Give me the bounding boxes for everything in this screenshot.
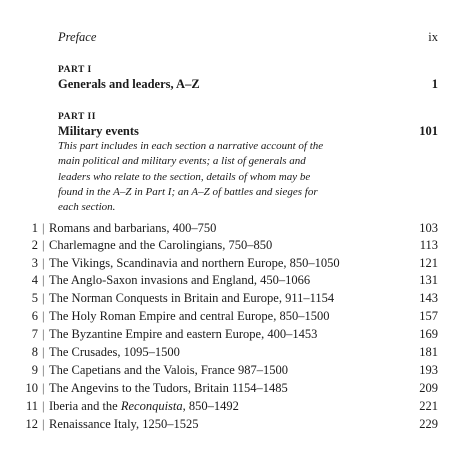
chapter-number: 4	[31, 273, 38, 287]
note-line: each section.	[58, 201, 116, 214]
chapter-page: 103	[419, 221, 438, 235]
chapter-number: 7	[31, 327, 38, 341]
chapter-number: 8	[31, 345, 38, 359]
note-line: main political and military events; a list of generals and	[58, 155, 306, 168]
chapter-title: The Holy Roman Empire and central Europe, 850–1500	[49, 309, 330, 323]
note-line: This part includes in each section a narrative account of the	[58, 140, 324, 152]
chapter-page: 113	[419, 238, 438, 252]
note-line: leaders who relate to the section, details of whom may be	[58, 170, 311, 183]
part1-page: 1	[431, 77, 438, 91]
chapter-number: 9	[31, 363, 38, 377]
preface-page: ix	[428, 30, 438, 44]
chapter-title-emphasis: Reconquista	[120, 399, 183, 413]
chapter-number: 1	[31, 221, 38, 235]
chapter-number: 11	[25, 399, 38, 413]
chapter-number: 5	[31, 291, 38, 305]
chapter-title-part: , 850–1492	[182, 399, 239, 413]
separator: |	[42, 345, 45, 359]
chapter-title: Romans and barbarians, 400–750	[49, 221, 217, 235]
part1-label: PART I	[58, 65, 92, 75]
chapter-title: The Capetians and the Valois, France 987–1500	[49, 363, 288, 377]
separator: |	[42, 327, 45, 341]
chapter-page: 229	[419, 417, 438, 431]
part2-page: 101	[419, 124, 438, 138]
part2-title: Military events	[58, 124, 139, 138]
chapter-page: 169	[419, 327, 438, 341]
chapter-number: 10	[25, 381, 38, 395]
chapter-page: 181	[419, 345, 438, 359]
separator: |	[42, 273, 45, 287]
part1-title: Generals and leaders, A–Z	[58, 77, 200, 91]
chapter-title: The Crusades, 1095–1500	[49, 345, 180, 359]
separator: |	[42, 381, 45, 395]
chapter-number: 12	[25, 417, 38, 431]
separator: |	[42, 221, 45, 235]
chapter-title	[49, 399, 239, 414]
chapter-title: The Angevins to the Tudors, Britain 1154–1485	[49, 381, 288, 395]
separator: |	[42, 363, 45, 377]
chapter-page: 143	[419, 291, 438, 305]
chapter-number: 6	[31, 309, 38, 323]
chapter-page: 121	[419, 256, 438, 270]
part2-label: PART II	[58, 112, 96, 122]
chapter-number: 3	[31, 256, 38, 270]
chapter-page: 209	[419, 381, 438, 395]
separator: |	[42, 238, 45, 252]
chapter-title: The Vikings, Scandinavia and northern Europe, 850–1050	[49, 256, 340, 270]
note-line: found in the A–Z in Part I; an A–Z of battles and sieges for	[58, 185, 318, 198]
separator: |	[42, 256, 45, 270]
chapter-title: The Anglo-Saxon invasions and England, 450–1066	[49, 273, 311, 287]
separator: |	[42, 309, 45, 323]
chapter-title: The Byzantine Empire and eastern Europe, 400–1453	[49, 327, 318, 341]
chapter-number: 2	[31, 238, 38, 252]
chapter-page: 221	[419, 399, 438, 413]
chapter-page: 157	[419, 309, 438, 323]
chapter-title: Charlemagne and the Carolingians, 750–850	[49, 238, 273, 252]
chapter-page: 131	[419, 273, 438, 287]
chapter-title-part: Iberia and the	[49, 399, 121, 413]
separator: |	[42, 291, 45, 305]
part2-description	[58, 139, 388, 215]
chapter-page: 193	[419, 363, 438, 377]
chapter-title: Renaissance Italy, 1250–1525	[49, 417, 199, 431]
chapter-title: The Norman Conquests in Britain and Europe, 911–1154	[49, 291, 335, 305]
preface-label: Preface	[58, 30, 97, 44]
separator: |	[42, 417, 45, 431]
separator: |	[42, 399, 45, 413]
